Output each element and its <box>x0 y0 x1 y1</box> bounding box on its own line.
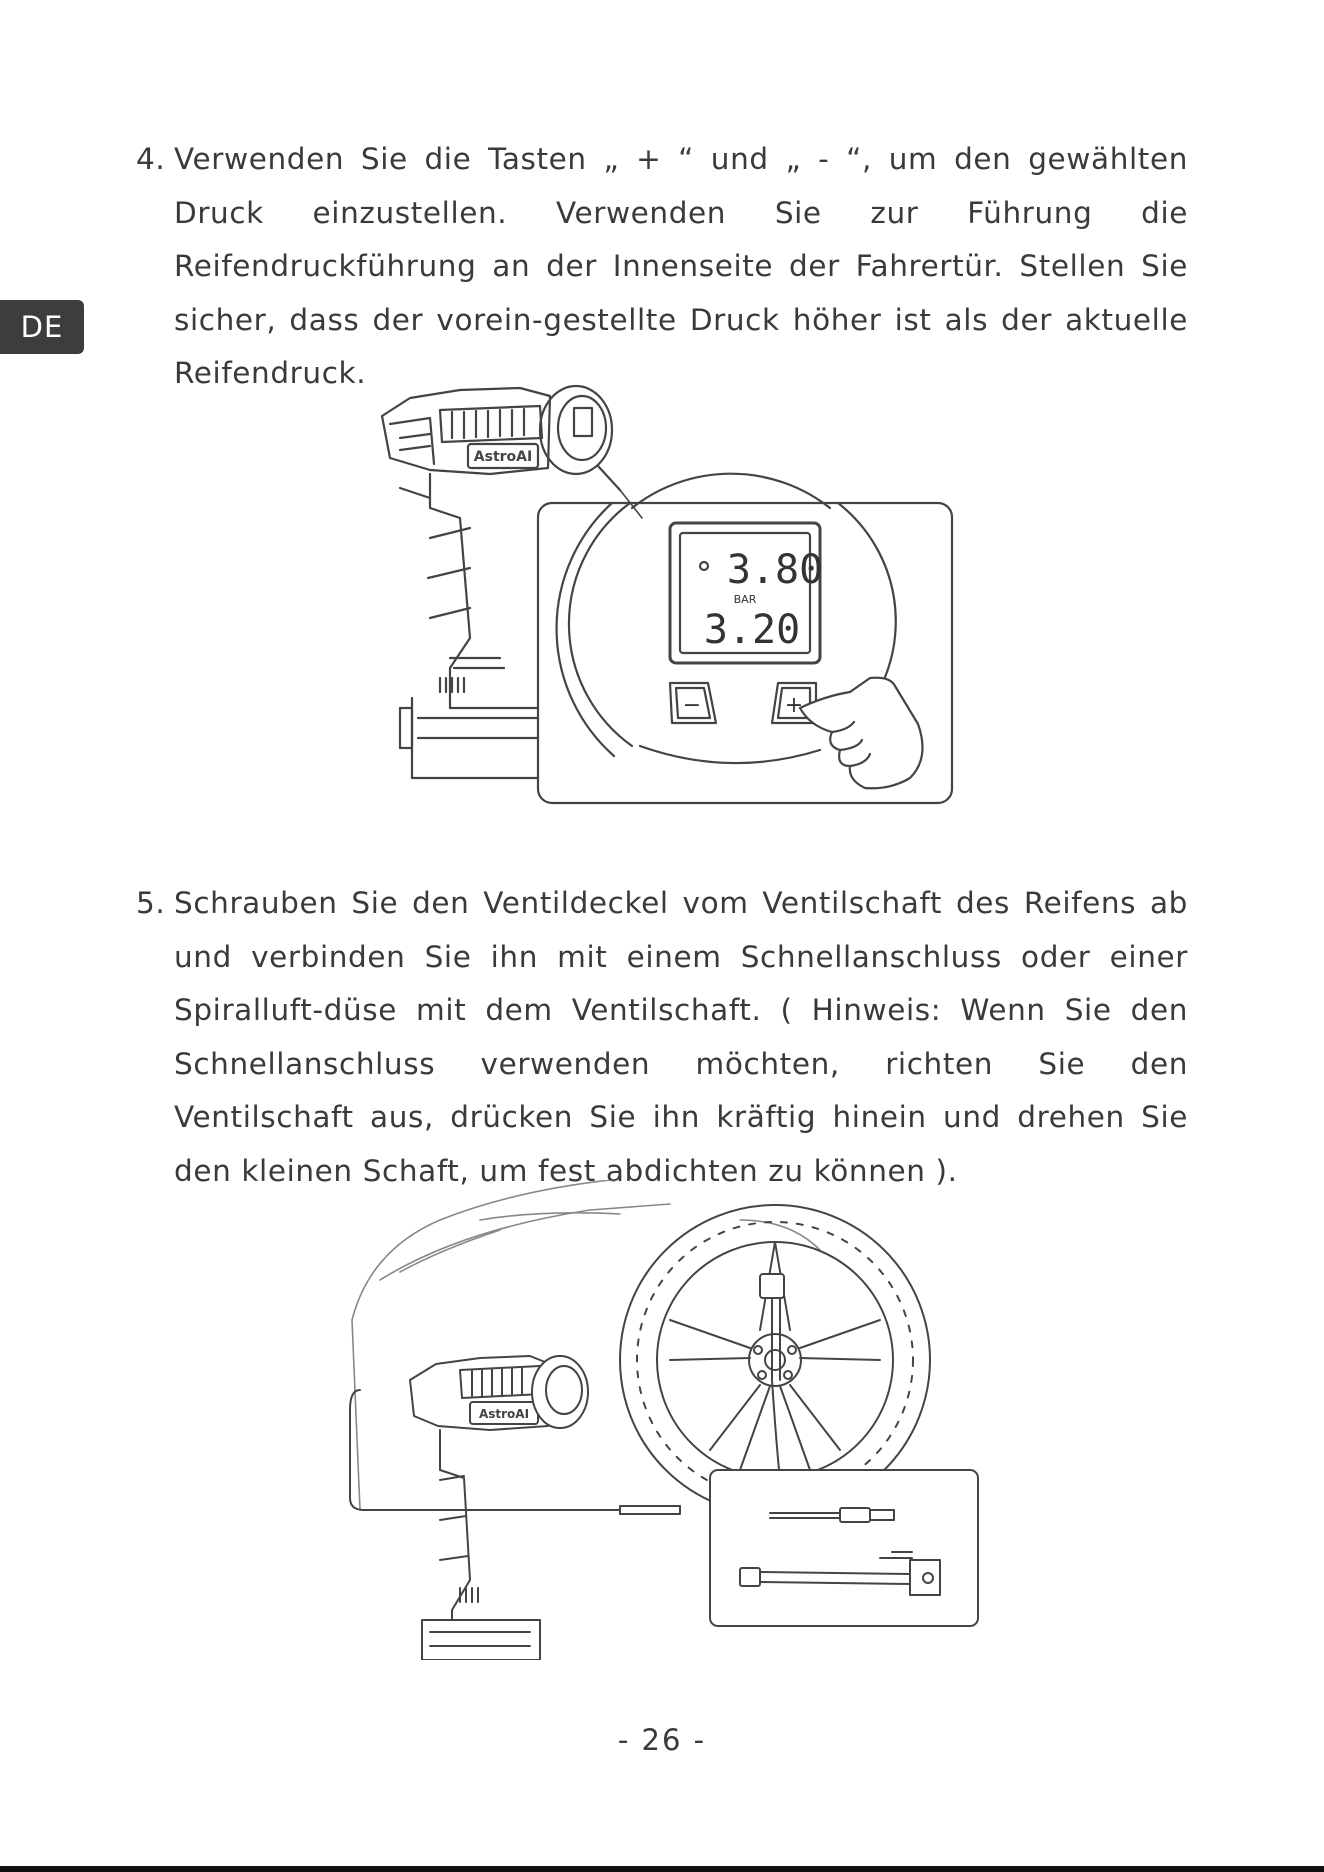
display-set-pressure: 3.80 <box>726 547 824 593</box>
display-unit: BAR <box>733 593 757 606</box>
display-current-pressure: 3.20 <box>703 607 801 653</box>
step-text: Schrauben Sie den Ventildeckel vom Ventilschaft des Reifens ab und verbinden Sie ihn mit einem Schnellanschluss oder einer Spiralluft-düse mit dem Ventilschaft. ( Hinweis: Wenn Sie den Schnellanschluss verwenden möchten, richten Sie den Ventilschaft aus, drücken Sie ihn kräftig hinein und drehen Sie den kleinen Schaft, um fest abdichten zu können ). <box>174 886 1188 1188</box>
inflator-display-illustration <box>370 378 970 838</box>
step-number: 4. <box>136 142 166 176</box>
language-tab: DE <box>0 300 84 354</box>
svg-text:+: + <box>784 693 804 718</box>
inflator-tire-connection-illustration <box>340 1180 980 1660</box>
fig1-brand-logo: AstroAI <box>473 449 533 465</box>
step-text: Verwenden Sie die Tasten „ + “ und „ - “, um den gewählten Druck einzustellen. Verwenden Sie zur Führung die Reifendruckführung an der Innenseite der Fahrertür. Stellen Sie sicher, dass der vorein-gestellte Druck höher ist als der aktuelle Reifendruck. <box>174 142 1188 390</box>
car-outline-icon <box>352 1180 820 1510</box>
minus-button <box>670 683 716 723</box>
page-number: - 26 - <box>617 1723 707 1757</box>
step-4 <box>136 133 1188 401</box>
accessories-zoom-panel <box>710 1470 978 1626</box>
step-number: 5. <box>136 886 166 920</box>
step-5 <box>136 877 1188 1198</box>
bottom-rule <box>0 1866 1324 1872</box>
tire-icon <box>620 1205 930 1515</box>
display-zoom-panel <box>538 474 952 803</box>
fig2-brand-logo: AstroAI <box>478 1407 530 1421</box>
inflator-device-icon <box>410 1356 588 1660</box>
svg-text:−: − <box>682 693 702 718</box>
